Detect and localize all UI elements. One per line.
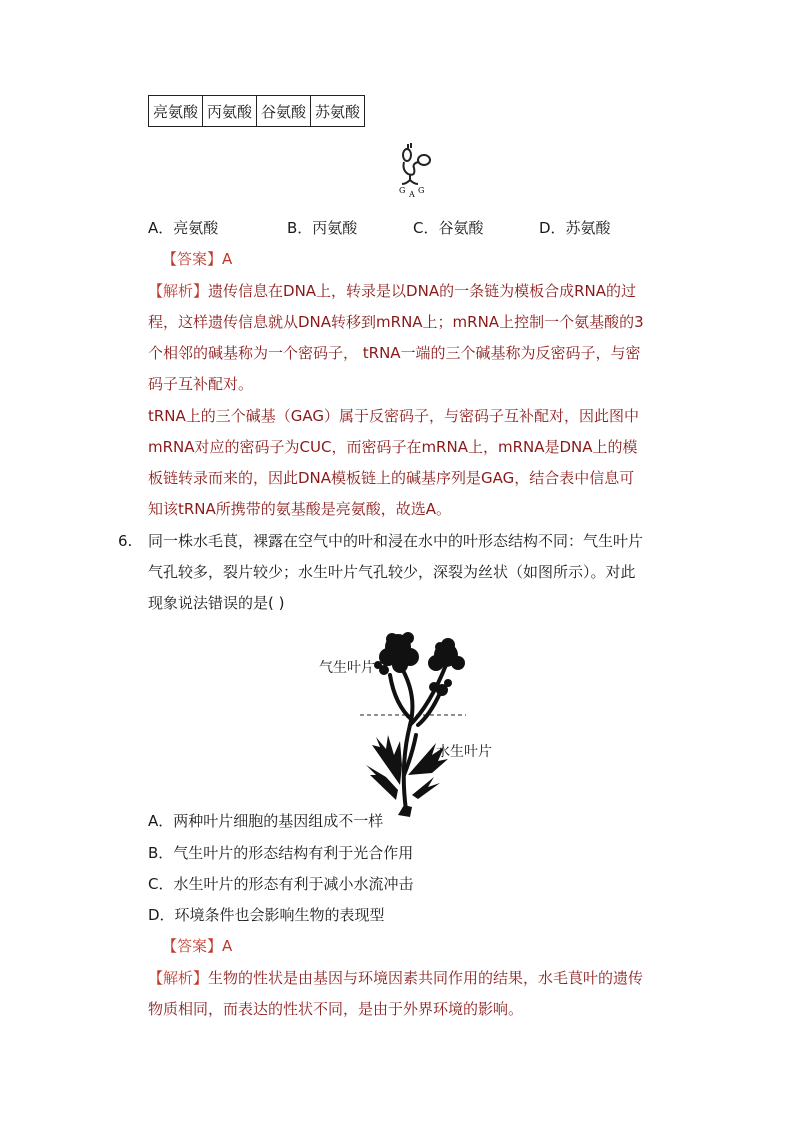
answer-line: [162, 249, 232, 269]
analysis-line: 码子互补配对。: [148, 375, 254, 393]
aerial-leaf-label: 气生叶片: [319, 660, 375, 676]
answer-value: A: [222, 937, 233, 955]
question-number: 6.: [118, 532, 133, 550]
table-cell: 丙氨酸: [203, 96, 257, 127]
trna-base: A: [409, 190, 415, 198]
amino-acid-table: [148, 95, 365, 127]
analysis-line: 程，这样遗传信息就从DNA转移到mRNA上；mRNA上控制一个氨基酸的3: [148, 313, 644, 331]
option-b: B．气生叶片的形态结构有利于光合作用: [148, 844, 414, 862]
trna-base: G: [418, 186, 425, 195]
plant-illustration: [300, 625, 500, 820]
answer-line: [162, 936, 232, 956]
analysis-line: 知该tRNA所携带的氨基酸是亮氨酸，故选A。: [148, 500, 452, 518]
option-a: A．亮氨酸: [148, 219, 219, 237]
answer-tag: 【答案】: [162, 937, 223, 955]
option-c: C．谷氨酸: [413, 219, 484, 237]
question-stem: 现象说法错误的是( ): [148, 594, 285, 612]
analysis-line: [148, 968, 643, 988]
analysis-line: 板链转录而来的，因此DNA模板链上的碱基序列是GAG，结合表中信息可: [148, 469, 635, 487]
option-b: B．丙氨酸: [287, 219, 358, 237]
analysis-line: 物质相同，而表达的性状不同，是由于外界环境的影响。: [148, 1000, 524, 1018]
option-d: D．环境条件也会影响生物的表现型: [148, 906, 385, 924]
option-d: D．苏氨酸: [539, 219, 611, 237]
answer-value: A: [222, 250, 233, 268]
table-cell: 谷氨酸: [257, 96, 311, 127]
option-c: C．水生叶片的形态有利于减小水流冲击: [148, 875, 414, 893]
trna-diagram: [392, 140, 436, 198]
analysis-tag: 【解析】: [148, 282, 209, 300]
option-a: A．两种叶片细胞的基因组成不一样: [148, 812, 384, 830]
plant-figure: [300, 625, 500, 820]
aquatic-leaf-label: 水生叶片: [436, 744, 492, 760]
table-cell: 亮氨酸: [149, 96, 203, 127]
answer-tag: 【答案】: [162, 250, 223, 268]
analysis-tag: 【解析】: [148, 969, 209, 987]
analysis-line: mRNA对应的密码子为CUC，而密码子在mRNA上，mRNA是DNA上的模: [148, 438, 638, 456]
analysis-text: 生物的性状是由基因与环境因素共同作用的结果，水毛茛叶的遗传: [208, 969, 644, 987]
analysis-line: 个相邻的碱基称为一个密码子， tRNA一端的三个碱基称为反密码子，与密: [148, 344, 641, 362]
table-cell: 苏氨酸: [311, 96, 365, 127]
question-stem: 同一株水毛茛，裸露在空气中的叶和浸在水中的叶形态结构不同：气生叶片: [148, 532, 644, 550]
analysis-line: tRNA上的三个碱基（GAG）属于反密码子，与密码子互补配对，因此图中: [148, 407, 640, 425]
trna-base: G: [399, 186, 406, 195]
analysis-line: [148, 281, 636, 301]
analysis-text: 遗传信息在DNA上，转录是以DNA的一条链为模板合成RNA的过: [208, 282, 636, 300]
question-stem: 气孔较多，裂片较少；水生叶片气孔较少，深裂为丝状（如图所示）。对此: [148, 563, 636, 581]
